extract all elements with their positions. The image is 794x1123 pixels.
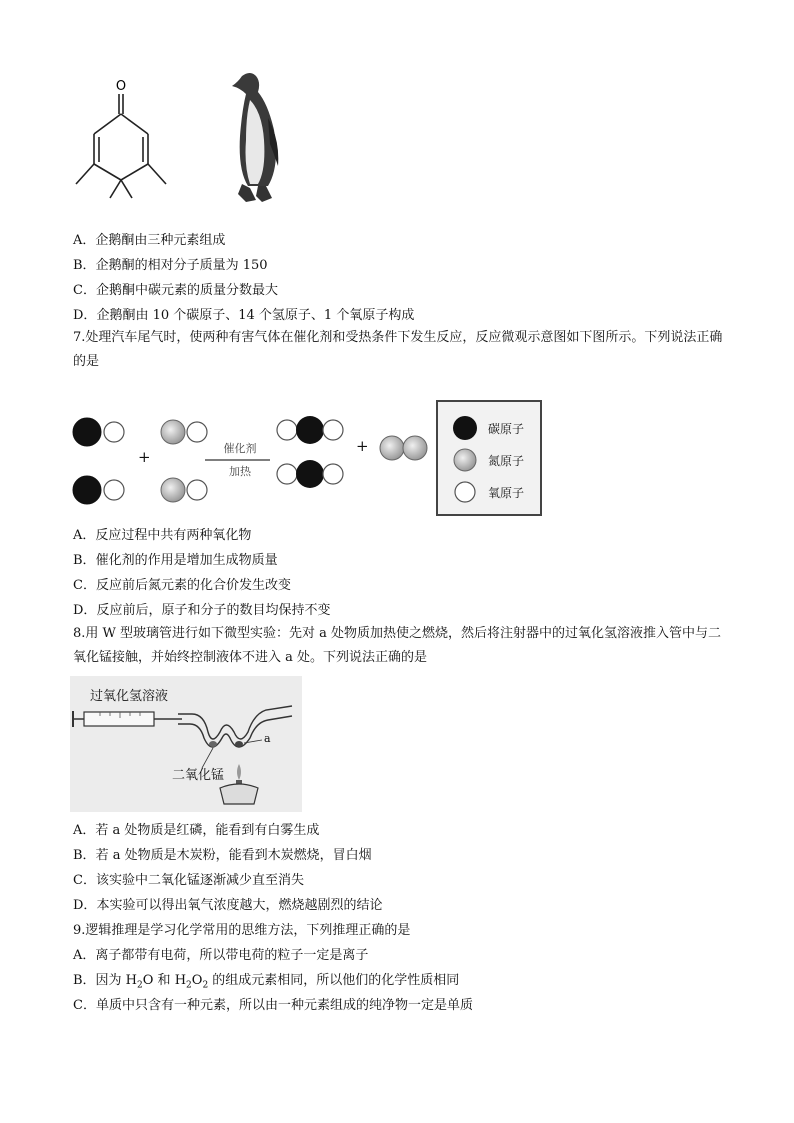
q7-option-b: B．催化剂的作用是增加生成物质量: [73, 553, 278, 568]
q6-option-a: A．企鹅酮由三种元素组成: [73, 233, 226, 248]
q7-option-a: A．反应过程中共有两种氧化物: [73, 528, 252, 543]
penguin-illustration: [228, 70, 298, 204]
q7-option-c: C．反应前后氮元素的化合价发生改变: [73, 578, 291, 593]
co2-molecule-product-2: [277, 460, 343, 488]
svg-text:O: O: [115, 79, 127, 94]
w-tube-experiment-figure: [70, 676, 302, 812]
co-molecule-reactant-2: [73, 476, 124, 504]
q6-option-c: C．企鹅酮中碳元素的质量分数最大: [73, 283, 278, 298]
q8-option-c: C．该实验中二氧化锰逐渐减少直至消失: [73, 873, 304, 888]
q9-option-a: A．离子都带有电荷，所以带电荷的粒子一定是离子: [73, 948, 369, 963]
oxygen-atom-icon: [455, 482, 475, 502]
no-molecule-reactant-2: [161, 478, 207, 502]
q8-option-d: D．本实验可以得出氧气浓度越大，燃烧越剧烈的结论: [73, 898, 383, 913]
plus-sign-1: +: [138, 448, 151, 466]
nitrogen-atom-icon: [454, 449, 476, 471]
catalyst-condition: 催化剂: [223, 442, 257, 455]
q6-option-b: B．企鹅酮的相对分子质量为 150: [73, 258, 268, 273]
q8-stem: 8.用 W 型玻璃管进行如下微型实验：先对 a 处物质加热使之燃烧，然后将注射器中的过氧化氢溶液推入管中与二氧化锰接触，并始终控制液体不进入 a 处。下列说法正确的是: [73, 626, 722, 665]
substance-a: [235, 741, 243, 747]
q7-stem: 7.处理汽车尾气时，使两种有害气体在催化剂和受热条件下发生反应，反应微观示意图如下图所示。下列说法正确的是: [73, 330, 723, 369]
legend-nitrogen-label: 氮原子: [488, 454, 525, 468]
q8-option-b: B．若 a 处物质是木炭粉，能看到木炭燃烧，冒白烟: [73, 848, 372, 863]
mno2-powder: [209, 741, 217, 747]
syringe-barrel: [84, 712, 154, 726]
q8-option-a: A．若 a 处物质是红磷，能看到有白雾生成: [73, 823, 320, 838]
carbon-atom-icon: [453, 416, 477, 440]
legend-oxygen-label: 氧原子: [488, 486, 525, 500]
q7-option-d: D．反应前后，原子和分子的数目均保持不变: [73, 603, 331, 618]
atom-legend: [436, 400, 542, 516]
flame: [237, 764, 241, 780]
q9-option-b: B．因为 $H_2O$ 和 $H_2O_2$ 的组成元素相同，所以他们的化学性质相同: [73, 973, 460, 991]
q9-option-c: C．单质中只含有一种元素，所以由一种元素组成的纯净物一定是单质: [73, 998, 473, 1013]
q9-stem: 9.逻辑推理是学习化学常用的思维方法，下列推理正确的是: [73, 923, 411, 938]
co-molecule-reactant-1: [73, 418, 124, 446]
penguinone-structure-figure: [70, 76, 180, 201]
heating-condition: 加热: [229, 465, 251, 478]
n2-molecule-product: [380, 436, 427, 460]
no-molecule-reactant-1: [161, 420, 207, 444]
reaction-diagram: [70, 402, 440, 512]
co2-molecule-product-1: [277, 416, 343, 444]
alcohol-lamp: [220, 784, 258, 804]
label-hydrogen-peroxide: 过氧化氢溶液: [90, 689, 169, 704]
label-manganese-dioxide: 二氧化锰: [172, 768, 225, 783]
w-shaped-glass-tube: [178, 706, 292, 739]
q6-option-d: D．企鹅酮由 10 个碳原子、14 个氢原子、1 个氧原子构成: [73, 308, 415, 323]
plus-sign-2: +: [356, 437, 369, 455]
label-a: a: [264, 732, 271, 745]
legend-carbon-label: 碳原子: [488, 422, 525, 436]
